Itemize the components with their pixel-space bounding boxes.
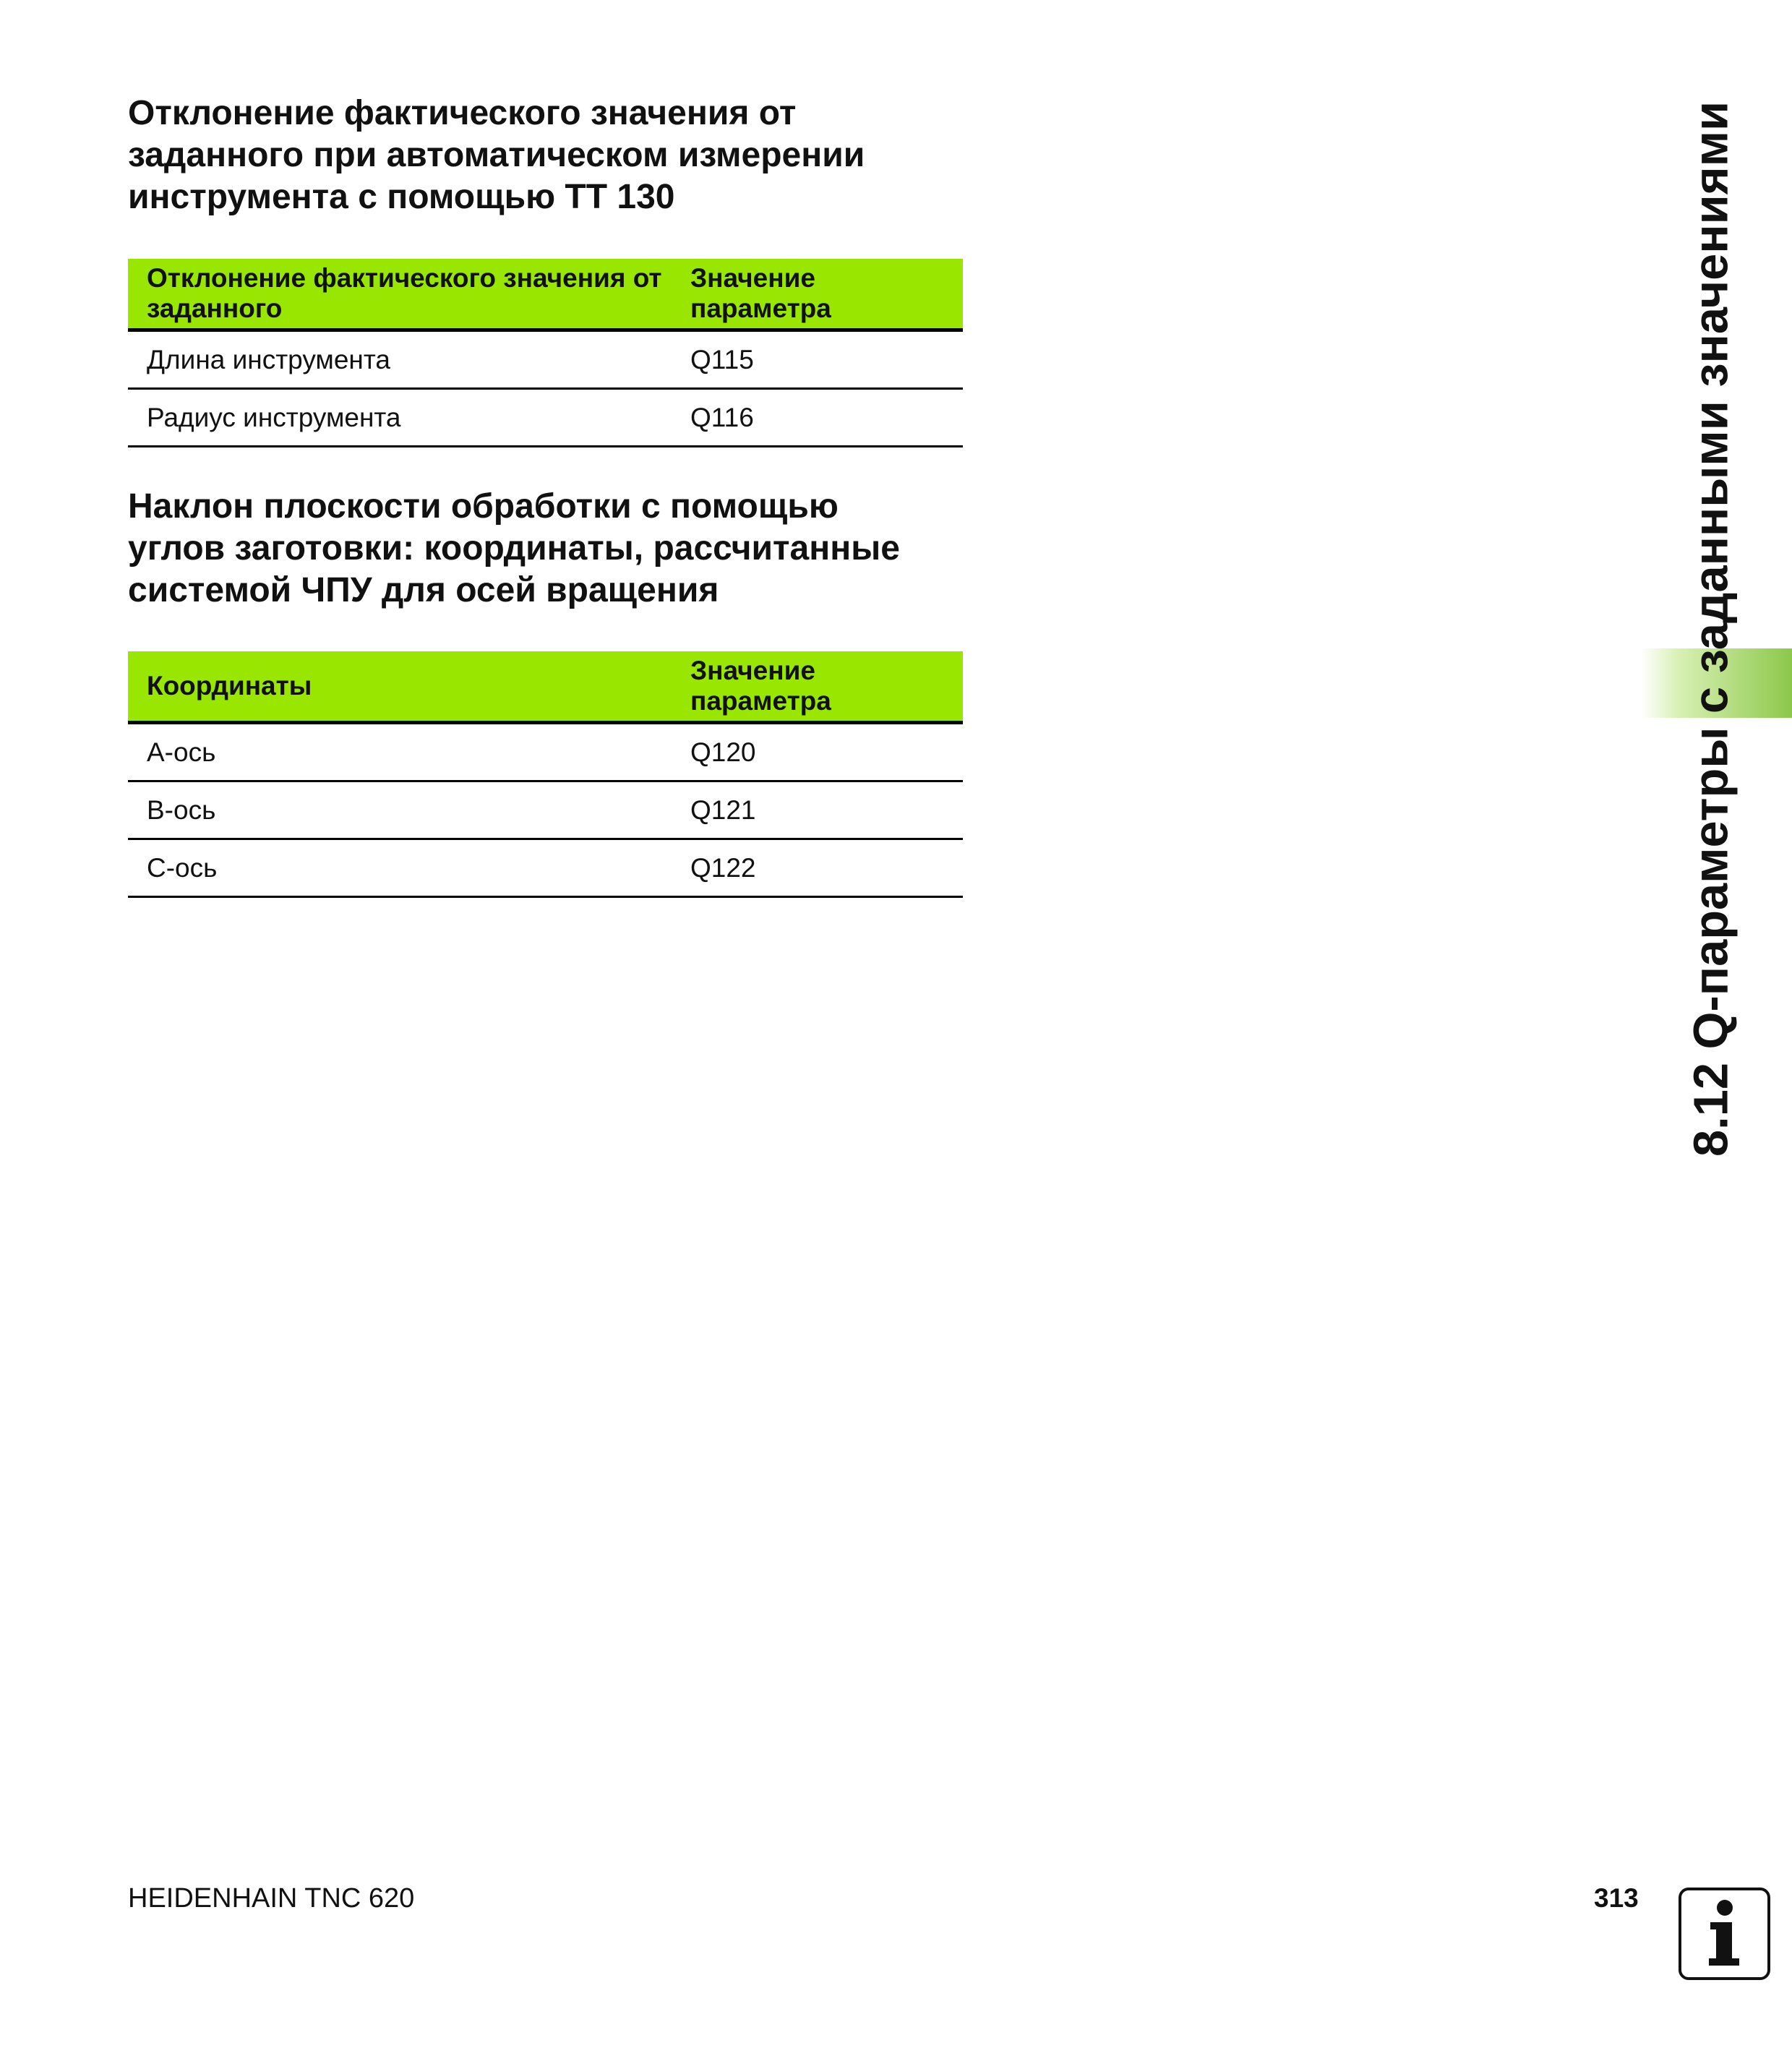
- header-line: параметра: [690, 686, 831, 716]
- deviation-table: [128, 259, 963, 447]
- heading-line: Наклон плоскости обработки с помощью: [128, 487, 839, 526]
- page-number: 313: [1594, 1883, 1639, 1913]
- column-header-parameter: [690, 263, 963, 324]
- table-cell: Q121: [690, 794, 756, 825]
- table-cell: Радиус инструмента: [147, 402, 401, 432]
- coordinates-table: [128, 651, 963, 898]
- table-row: [128, 724, 963, 782]
- table-cell: Длина инструмента: [147, 344, 390, 374]
- table-row: [128, 840, 963, 898]
- header-line: Отклонение фактического значения от: [147, 263, 662, 293]
- header-line: заданного: [147, 294, 283, 323]
- heading-line: инструмента с помощью TT 130: [128, 178, 675, 216]
- table-cell: C-ось: [147, 852, 218, 883]
- table-cell: Q115: [690, 344, 754, 374]
- header-line: Координаты: [147, 671, 312, 700]
- table-row: [128, 332, 963, 390]
- table-row: [128, 782, 963, 840]
- side-tab-title: 8.12 Q-параметры с заданными значениями: [1684, 100, 1739, 1157]
- table-cell: Q120: [690, 737, 756, 767]
- heading-line: системой ЧПУ для осей вращения: [128, 571, 719, 609]
- section-heading-tilted-plane: [128, 486, 995, 612]
- header-line: Значение: [690, 656, 815, 685]
- table-header: [128, 651, 963, 724]
- column-header-coordinates: [128, 671, 690, 701]
- heading-line: Отклонение фактического значения от: [128, 94, 797, 132]
- heading-line: углов заготовки: координаты, рассчитанные: [128, 529, 900, 567]
- table-row: [128, 390, 963, 447]
- table-cell: A-ось: [147, 737, 216, 767]
- footer-product: HEIDENHAIN TNC 620: [128, 1883, 415, 1914]
- table-cell: Q116: [690, 402, 754, 432]
- table-cell: B-ось: [147, 794, 216, 825]
- column-header-parameter: [690, 656, 963, 716]
- info-icon-glyph: [1681, 1890, 1767, 1977]
- heading-line: заданного при автоматическом измерении: [128, 136, 865, 174]
- table-cell: Q122: [690, 852, 756, 883]
- section-heading-tool-deviation: [128, 93, 995, 218]
- header-line: Значение: [690, 263, 815, 293]
- header-line: параметра: [690, 294, 831, 323]
- column-header-deviation: [128, 263, 690, 324]
- info-icon: [1679, 1888, 1770, 1980]
- table-header: [128, 259, 963, 332]
